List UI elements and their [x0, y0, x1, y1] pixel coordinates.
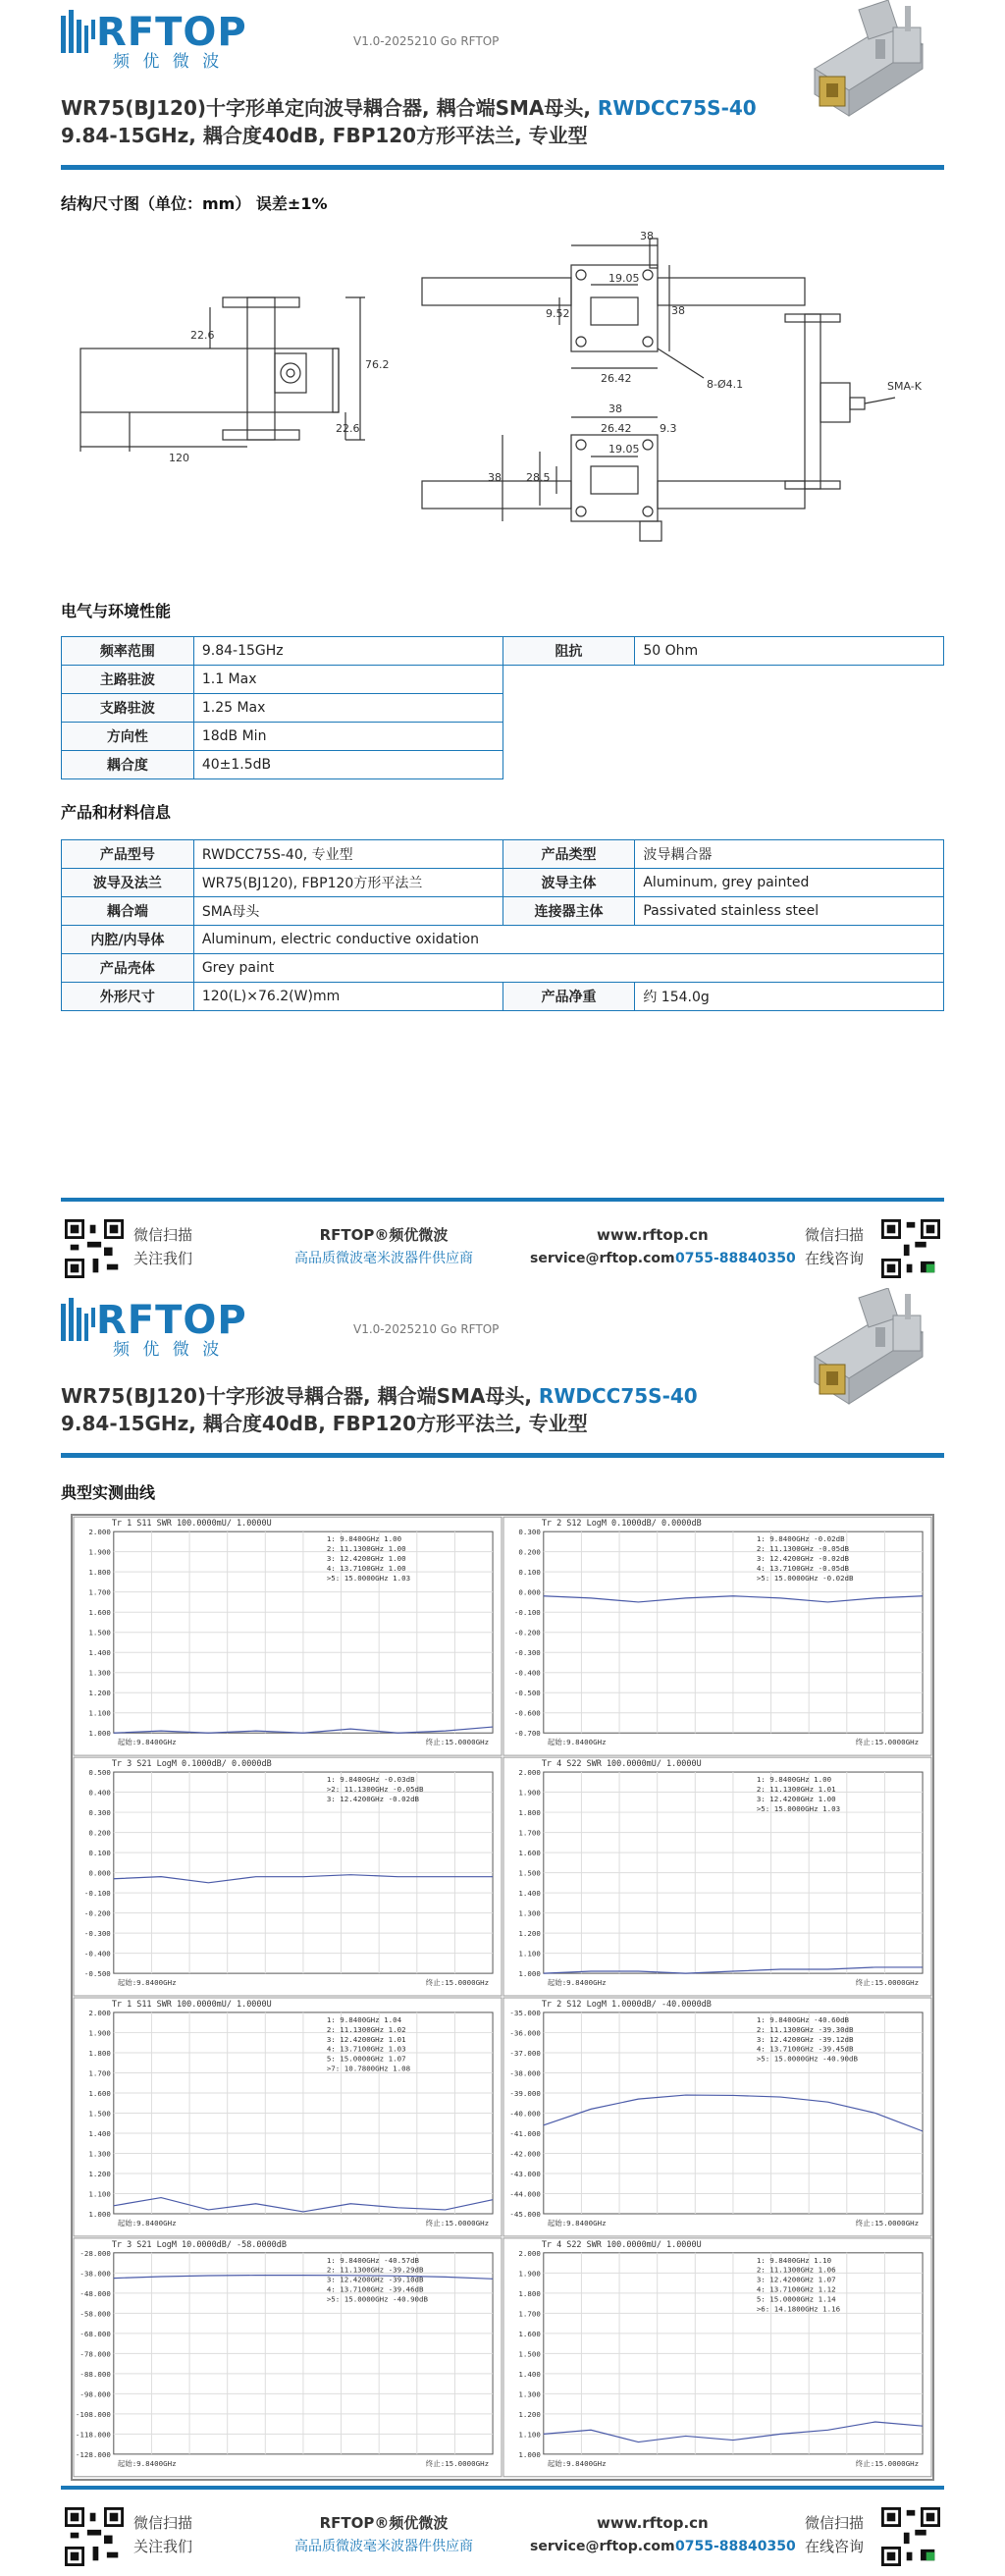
model-number: RWDCC75S-40 [538, 1384, 698, 1408]
tick-label: -36.000 [509, 2028, 541, 2038]
tick-label: 1.400 [88, 1648, 111, 1658]
stop-freq: 终止:15.0000GHz [425, 2458, 490, 2468]
tick-label: 1.000 [518, 1969, 541, 1979]
svg-text:38: 38 [640, 230, 654, 242]
footer-phone: 0755-88840350 [675, 2539, 796, 2554]
vna-plot [503, 2238, 931, 2477]
svg-text:38: 38 [608, 402, 622, 415]
tick-label: -0.700 [513, 1729, 541, 1739]
tick-label: -88.000 [79, 2369, 111, 2379]
tick-label: -0.300 [83, 1929, 111, 1939]
marker-readout: >5: 15.0000GHz 1.03 [756, 1803, 841, 1813]
footer-scan-consult: 微信扫描 在线咨询 [805, 2514, 865, 2555]
footer-email[interactable]: service@rftop.com [530, 2539, 675, 2554]
tick-label: 1.400 [518, 1889, 541, 1899]
tick-label: -68.000 [79, 2329, 111, 2338]
tick-label: 1.200 [88, 1689, 111, 1698]
tick-label: 0.300 [88, 1808, 111, 1818]
marker-readout: 1: 9.8400GHz 1.00 [326, 1534, 402, 1544]
page-footer [0, 2486, 1005, 2576]
page-header [0, 0, 1005, 172]
tick-label: -38.000 [79, 2269, 111, 2279]
footer-scan-consult: 微信扫描 在线咨询 [805, 1226, 865, 1267]
plot-title: Tr 3 S21 LogM 0.1000dB/ 0.0000dB [111, 1758, 272, 1769]
marker-readout: 4: 13.7100GHz 1.03 [326, 2044, 406, 2054]
tick-label: 1.800 [88, 2048, 111, 2058]
product-image [795, 0, 942, 133]
tick-label: -41.000 [509, 2128, 541, 2138]
tick-label: 1.400 [518, 2369, 541, 2379]
marker-readout: 2: 11.1300GHz 1.01 [756, 1784, 836, 1794]
start-freq: 起始:9.8400GHz [117, 2458, 177, 2468]
marker-readout: 2: 11.1300GHz -0.05dB [756, 1544, 850, 1554]
table-row: 主路驻波 1.1 Max [62, 666, 944, 694]
tick-label: -45.000 [509, 2209, 541, 2219]
start-freq: 起始:9.8400GHz [547, 2458, 607, 2468]
tick-label: -108.000 [75, 2409, 111, 2419]
svg-text:22.6: 22.6 [336, 422, 360, 435]
marker-readout: 4: 13.7100GHz 1.12 [756, 2284, 836, 2294]
tick-label: 1.200 [518, 1929, 541, 1939]
tick-label: 1.500 [518, 1868, 541, 1878]
plot-frame [503, 2238, 931, 2477]
table-row: 波导及法兰 WR75(BJ120), FBP120方形平法兰 波导主体 Aluminum, grey painted [62, 869, 944, 897]
plot-title: Tr 2 S12 LogM 1.0000dB/ -40.0000dB [541, 1998, 712, 2009]
electrical-table [61, 636, 944, 779]
qr-code-follow[interactable] [65, 1219, 124, 1278]
tick-label: 1.500 [518, 2349, 541, 2359]
footer-slogan: 高品质微波毫米波器件供应商 [294, 2539, 473, 2554]
qr-code-consult[interactable] [881, 1219, 940, 1278]
tick-label: 1.600 [518, 1849, 541, 1858]
version-text: V1.0-2025210 Go RFTOP [353, 34, 500, 48]
svg-text:38: 38 [671, 304, 685, 317]
vna-plot [74, 1517, 502, 1755]
tick-label: -128.000 [75, 2449, 111, 2459]
plot-frame [503, 1517, 931, 1755]
tick-label: -0.200 [513, 1628, 541, 1637]
tick-label: -40.000 [509, 2109, 541, 2119]
tick-label: 2.000 [518, 1768, 541, 1778]
marker-readout: 2: 11.1300GHz 1.06 [756, 2265, 836, 2275]
tick-label: -118.000 [75, 2430, 111, 2440]
tick-label: 1.300 [518, 2389, 541, 2399]
tick-label: 1.500 [88, 2109, 111, 2119]
svg-text:19.05: 19.05 [608, 272, 640, 285]
tick-label: -39.000 [509, 2088, 541, 2098]
table-row: 外形尺寸 120(L)×76.2(W)mm 产品净重 约 154.0g [62, 983, 944, 1011]
marker-readout: 1: 9.8400GHz 1.10 [756, 2255, 832, 2265]
tick-label: 1.400 [88, 2128, 111, 2138]
page-header [0, 1288, 1005, 1460]
marker-readout: 1: 9.8400GHz 1.04 [326, 2014, 402, 2024]
marker-readout: 2: 11.1300GHz -39.30dB [756, 2024, 854, 2034]
material-table [61, 839, 944, 1011]
tick-label: 1.300 [88, 1668, 111, 1678]
marker-readout: 3: 12.4200GHz -0.02dB [326, 1794, 420, 1803]
plot-frame [74, 2238, 502, 2477]
marker-readout: >5: 15.0000GHz -40.90dB [326, 2294, 429, 2304]
svg-text:9.3: 9.3 [660, 422, 677, 435]
marker-readout: 5: 15.0000GHz 1.14 [756, 2294, 836, 2304]
footer-brand: RFTOP®频优微波 [319, 2514, 449, 2532]
marker-readout: 1: 9.8400GHz 1.00 [756, 1775, 832, 1785]
tick-label: 0.400 [88, 1788, 111, 1798]
product-image [795, 1288, 942, 1421]
plot-title: Tr 4 S22 SWR 100.0000mU/ 1.0000U [541, 2238, 702, 2249]
footer-phone: 0755-88840350 [675, 1251, 796, 1266]
svg-text:76.2: 76.2 [365, 358, 390, 371]
plot-title: Tr 4 S22 SWR 100.0000mU/ 1.0000U [541, 1758, 702, 1769]
tick-label: -38.000 [509, 2068, 541, 2078]
tick-label: -37.000 [509, 2048, 541, 2058]
marker-readout: 1: 9.8400GHz -0.02dB [756, 1534, 845, 1544]
tick-label: -0.400 [83, 1949, 111, 1959]
tick-label: 1.100 [88, 2189, 111, 2199]
marker-readout: 3: 12.4200GHz 1.00 [756, 1794, 836, 1803]
tick-label: 1.200 [518, 2409, 541, 2419]
version-text: V1.0-2025210 Go RFTOP [353, 1322, 500, 1336]
tick-label: 1.100 [518, 2430, 541, 2440]
plot-title: Tr 1 S11 SWR 100.0000mU/ 1.0000U [111, 1998, 272, 2009]
tick-label: 1.800 [88, 1568, 111, 1578]
vna-plot [503, 1757, 931, 1996]
tick-label: -0.400 [513, 1668, 541, 1678]
tick-label: -0.100 [83, 1889, 111, 1899]
header-divider [61, 165, 944, 170]
table-row: 耦合度 40±1.5dB [62, 751, 944, 779]
marker-readout: >6: 14.1800GHz 1.16 [756, 2304, 841, 2314]
model-number: RWDCC75S-40 [597, 96, 757, 120]
footer-brand: RFTOP®频优微波 [319, 1226, 449, 1244]
tick-label: -0.500 [513, 1689, 541, 1698]
table-row: 产品壳体 Grey paint [62, 954, 944, 983]
tick-label: 1.700 [88, 2068, 111, 2078]
tick-label: 1.700 [88, 1587, 111, 1597]
svg-text:120: 120 [169, 452, 189, 464]
marker-readout: >7: 10.7800GHz 1.08 [326, 2064, 411, 2073]
tick-label: 1.600 [88, 2088, 111, 2098]
tick-label: -0.200 [83, 1908, 111, 1918]
marker-readout: >5: 15.0000GHz 1.03 [326, 1573, 411, 1583]
marker-readout: >5: 15.0000GHz -40.90dB [756, 2054, 859, 2064]
section-title-curves: 典型实测曲线 [61, 1483, 156, 1502]
footer-scan-follow: 微信扫描 关注我们 [133, 1226, 193, 1267]
plot-frame [74, 1998, 502, 2236]
section-title-material: 产品和材料信息 [61, 803, 172, 822]
svg-text:SMA-K: SMA-K [887, 380, 922, 393]
tick-label: 0.000 [88, 1868, 111, 1878]
tick-label: 1.100 [88, 1708, 111, 1718]
svg-text:RFTOP: RFTOP [96, 1298, 247, 1343]
plot-title: Tr 3 S21 LogM 10.0000dB/ -58.0000dB [111, 2238, 287, 2249]
tick-label: 1.500 [88, 1628, 111, 1637]
marker-readout: 1: 9.8400GHz -40.60dB [756, 2014, 850, 2024]
footer-scan-follow: 微信扫描 关注我们 [133, 2514, 193, 2555]
vna-plot [74, 1757, 502, 1996]
marker-readout: 2: 11.1300GHz -39.29dB [326, 2265, 424, 2275]
tick-label: 0.500 [88, 1768, 111, 1778]
tick-label: 1.900 [518, 1788, 541, 1798]
stop-freq: 终止:15.0000GHz [855, 2218, 920, 2227]
tick-label: 0.200 [88, 1828, 111, 1838]
tick-label: 0.100 [518, 1568, 541, 1578]
tick-label: -44.000 [509, 2189, 541, 2199]
marker-readout: 3: 12.4200GHz 1.00 [326, 1554, 406, 1564]
stop-freq: 终止:15.0000GHz [855, 1978, 920, 1988]
start-freq: 起始:9.8400GHz [547, 1978, 607, 1988]
start-freq: 起始:9.8400GHz [117, 1978, 177, 1988]
tick-label: 0.300 [518, 1528, 541, 1537]
vna-plot [74, 1998, 502, 2236]
tick-label: -0.500 [83, 1969, 111, 1979]
marker-readout: 3: 12.4200GHz 1.01 [326, 2034, 406, 2044]
stop-freq: 终止:15.0000GHz [425, 1738, 490, 1747]
section-title-drawing: 结构尺寸图（单位：mm） 误差±1% [61, 194, 328, 213]
tick-label: 1.900 [88, 2028, 111, 2038]
tick-label: 1.200 [88, 2169, 111, 2178]
tick-label: 1.700 [518, 1828, 541, 1838]
tick-label: 0.000 [518, 1587, 541, 1597]
product-title: WR75(BJ120)十字形波导耦合器, 耦合端SMA母头, RWDCC75S-40 9.84-15GHz, 耦合度40dB, FBP120方形平法兰, 专业型 [61, 1384, 698, 1435]
table-row: 耦合端 SMA母头 连接器主体 Passivated stainless steel [62, 897, 944, 926]
footer-website[interactable]: www.rftop.cn [597, 1226, 709, 1244]
tick-label: 1.600 [88, 1608, 111, 1618]
marker-readout: 4: 13.7100GHz 1.00 [326, 1563, 406, 1573]
marker-readout: 4: 13.7100GHz -0.05dB [756, 1563, 850, 1573]
svg-text:26.42: 26.42 [601, 372, 632, 385]
tick-label: 1.000 [518, 2449, 541, 2459]
tick-label: -35.000 [509, 2008, 541, 2017]
marker-readout: 1: 9.8400GHz -0.03dB [326, 1775, 415, 1785]
table-row: 产品型号 RWDCC75S-40, 专业型 产品类型 波导耦合器 [62, 840, 944, 869]
footer-website[interactable]: www.rftop.cn [597, 2514, 709, 2532]
marker-readout: >2: 11.1300GHz -0.05dB [326, 1784, 424, 1794]
dimension-drawing [71, 221, 944, 564]
product-title: WR75(BJ120)十字形单定向波导耦合器, 耦合端SMA母头, RWDCC75S-40 9.84-15GHz, 耦合度40dB, FBP120方形平法兰, 专业型 [61, 96, 757, 147]
qr-code-follow[interactable] [65, 2507, 124, 2566]
tick-label: 1.900 [518, 2269, 541, 2279]
header-divider [61, 1453, 944, 1458]
tick-label: 1.100 [518, 1949, 541, 1959]
measured-curves [71, 1514, 934, 2481]
marker-readout: 3: 12.4200GHz -39.10dB [326, 2275, 424, 2284]
stop-freq: 终止:15.0000GHz [855, 2458, 920, 2468]
tick-label: 1.900 [88, 1547, 111, 1557]
section-title-electrical: 电气与环境性能 [61, 602, 172, 620]
table-row: 频率范围 9.84-15GHz 阻抗 50 Ohm [62, 637, 944, 666]
marker-readout: 3: 12.4200GHz 1.07 [756, 2275, 836, 2284]
tick-label: 2.000 [88, 1528, 111, 1537]
tick-label: 1.000 [88, 2209, 111, 2219]
marker-readout: >5: 15.0000GHz -0.02dB [756, 1573, 854, 1583]
tick-label: 1.300 [88, 2149, 111, 2159]
tick-label: -0.600 [513, 1708, 541, 1718]
vna-plot [503, 1998, 931, 2236]
footer-email[interactable]: service@rftop.com [530, 1251, 675, 1266]
svg-text:8-Ø4.1: 8-Ø4.1 [707, 378, 744, 391]
plot-title: Tr 1 S11 SWR 100.0000mU/ 1.0000U [111, 1518, 272, 1529]
svg-text:38: 38 [488, 471, 502, 484]
tick-label: 1.800 [518, 2288, 541, 2298]
marker-readout: 2: 11.1300GHz 1.02 [326, 2024, 406, 2034]
tick-label: -0.300 [513, 1648, 541, 1658]
table-row: 内腔/内导体 Aluminum, electric conductive oxidation [62, 926, 944, 954]
tick-label: -43.000 [509, 2169, 541, 2178]
start-freq: 起始:9.8400GHz [547, 2218, 607, 2227]
table-row: 方向性 18dB Min [62, 723, 944, 751]
start-freq: 起始:9.8400GHz [117, 1738, 177, 1747]
tick-label: 1.800 [518, 1808, 541, 1818]
tick-label: 0.200 [518, 1547, 541, 1557]
svg-text:28.5: 28.5 [526, 471, 551, 484]
stop-freq: 终止:15.0000GHz [425, 2218, 490, 2227]
marker-readout: 2: 11.1300GHz 1.00 [326, 1544, 406, 1554]
marker-readout: 4: 13.7100GHz -39.45dB [756, 2044, 854, 2054]
tick-label: -98.000 [79, 2389, 111, 2399]
marker-readout: 5: 15.0000GHz 1.07 [326, 2054, 406, 2064]
start-freq: 起始:9.8400GHz [117, 2218, 177, 2227]
stop-freq: 终止:15.0000GHz [855, 1738, 920, 1747]
datasheet-page-2 [0, 1288, 1005, 2576]
tick-label: 1.300 [518, 1908, 541, 1918]
marker-readout: 3: 12.4200GHz -39.12dB [756, 2034, 854, 2044]
tick-label: 0.100 [88, 1849, 111, 1858]
tick-label: 2.000 [518, 2248, 541, 2258]
marker-readout: 3: 12.4200GHz -0.02dB [756, 1554, 850, 1564]
qr-code-consult[interactable] [881, 2507, 940, 2566]
svg-text:9.52: 9.52 [546, 307, 570, 320]
tick-label: 2.000 [88, 2008, 111, 2017]
plot-frame [503, 1757, 931, 1996]
tick-label: -42.000 [509, 2149, 541, 2159]
brand-chinese: 频 优 微 波 [113, 1340, 224, 1360]
vna-plot [74, 2238, 502, 2477]
page-footer [0, 1198, 1005, 1288]
start-freq: 起始:9.8400GHz [547, 1738, 607, 1747]
footer-slogan: 高品质微波毫米波器件供应商 [294, 1251, 473, 1266]
tick-label: -58.000 [79, 2309, 111, 2319]
marker-readout: 4: 13.7100GHz -39.46dB [326, 2284, 424, 2294]
tick-label: 1.600 [518, 2329, 541, 2338]
table-row: 支路驻波 1.25 Max [62, 694, 944, 723]
marker-readout: 1: 9.8400GHz -40.57dB [326, 2255, 420, 2265]
tick-label: 1.000 [88, 1729, 111, 1739]
tick-label: -48.000 [79, 2288, 111, 2298]
plot-title: Tr 2 S12 LogM 0.1000dB/ 0.0000dB [541, 1518, 702, 1529]
tick-label: -0.100 [513, 1608, 541, 1618]
vna-plot [503, 1517, 931, 1755]
svg-text:26.42: 26.42 [601, 422, 632, 435]
brand-chinese: 频 优 微 波 [113, 52, 224, 72]
tick-label: 1.700 [518, 2309, 541, 2319]
stop-freq: 终止:15.0000GHz [425, 1978, 490, 1988]
svg-text:RFTOP: RFTOP [96, 10, 247, 55]
svg-text:19.05: 19.05 [608, 443, 640, 456]
plot-frame [74, 1517, 502, 1755]
svg-text:22.6: 22.6 [190, 329, 215, 342]
tick-label: -28.000 [79, 2248, 111, 2258]
tick-label: -78.000 [79, 2349, 111, 2359]
